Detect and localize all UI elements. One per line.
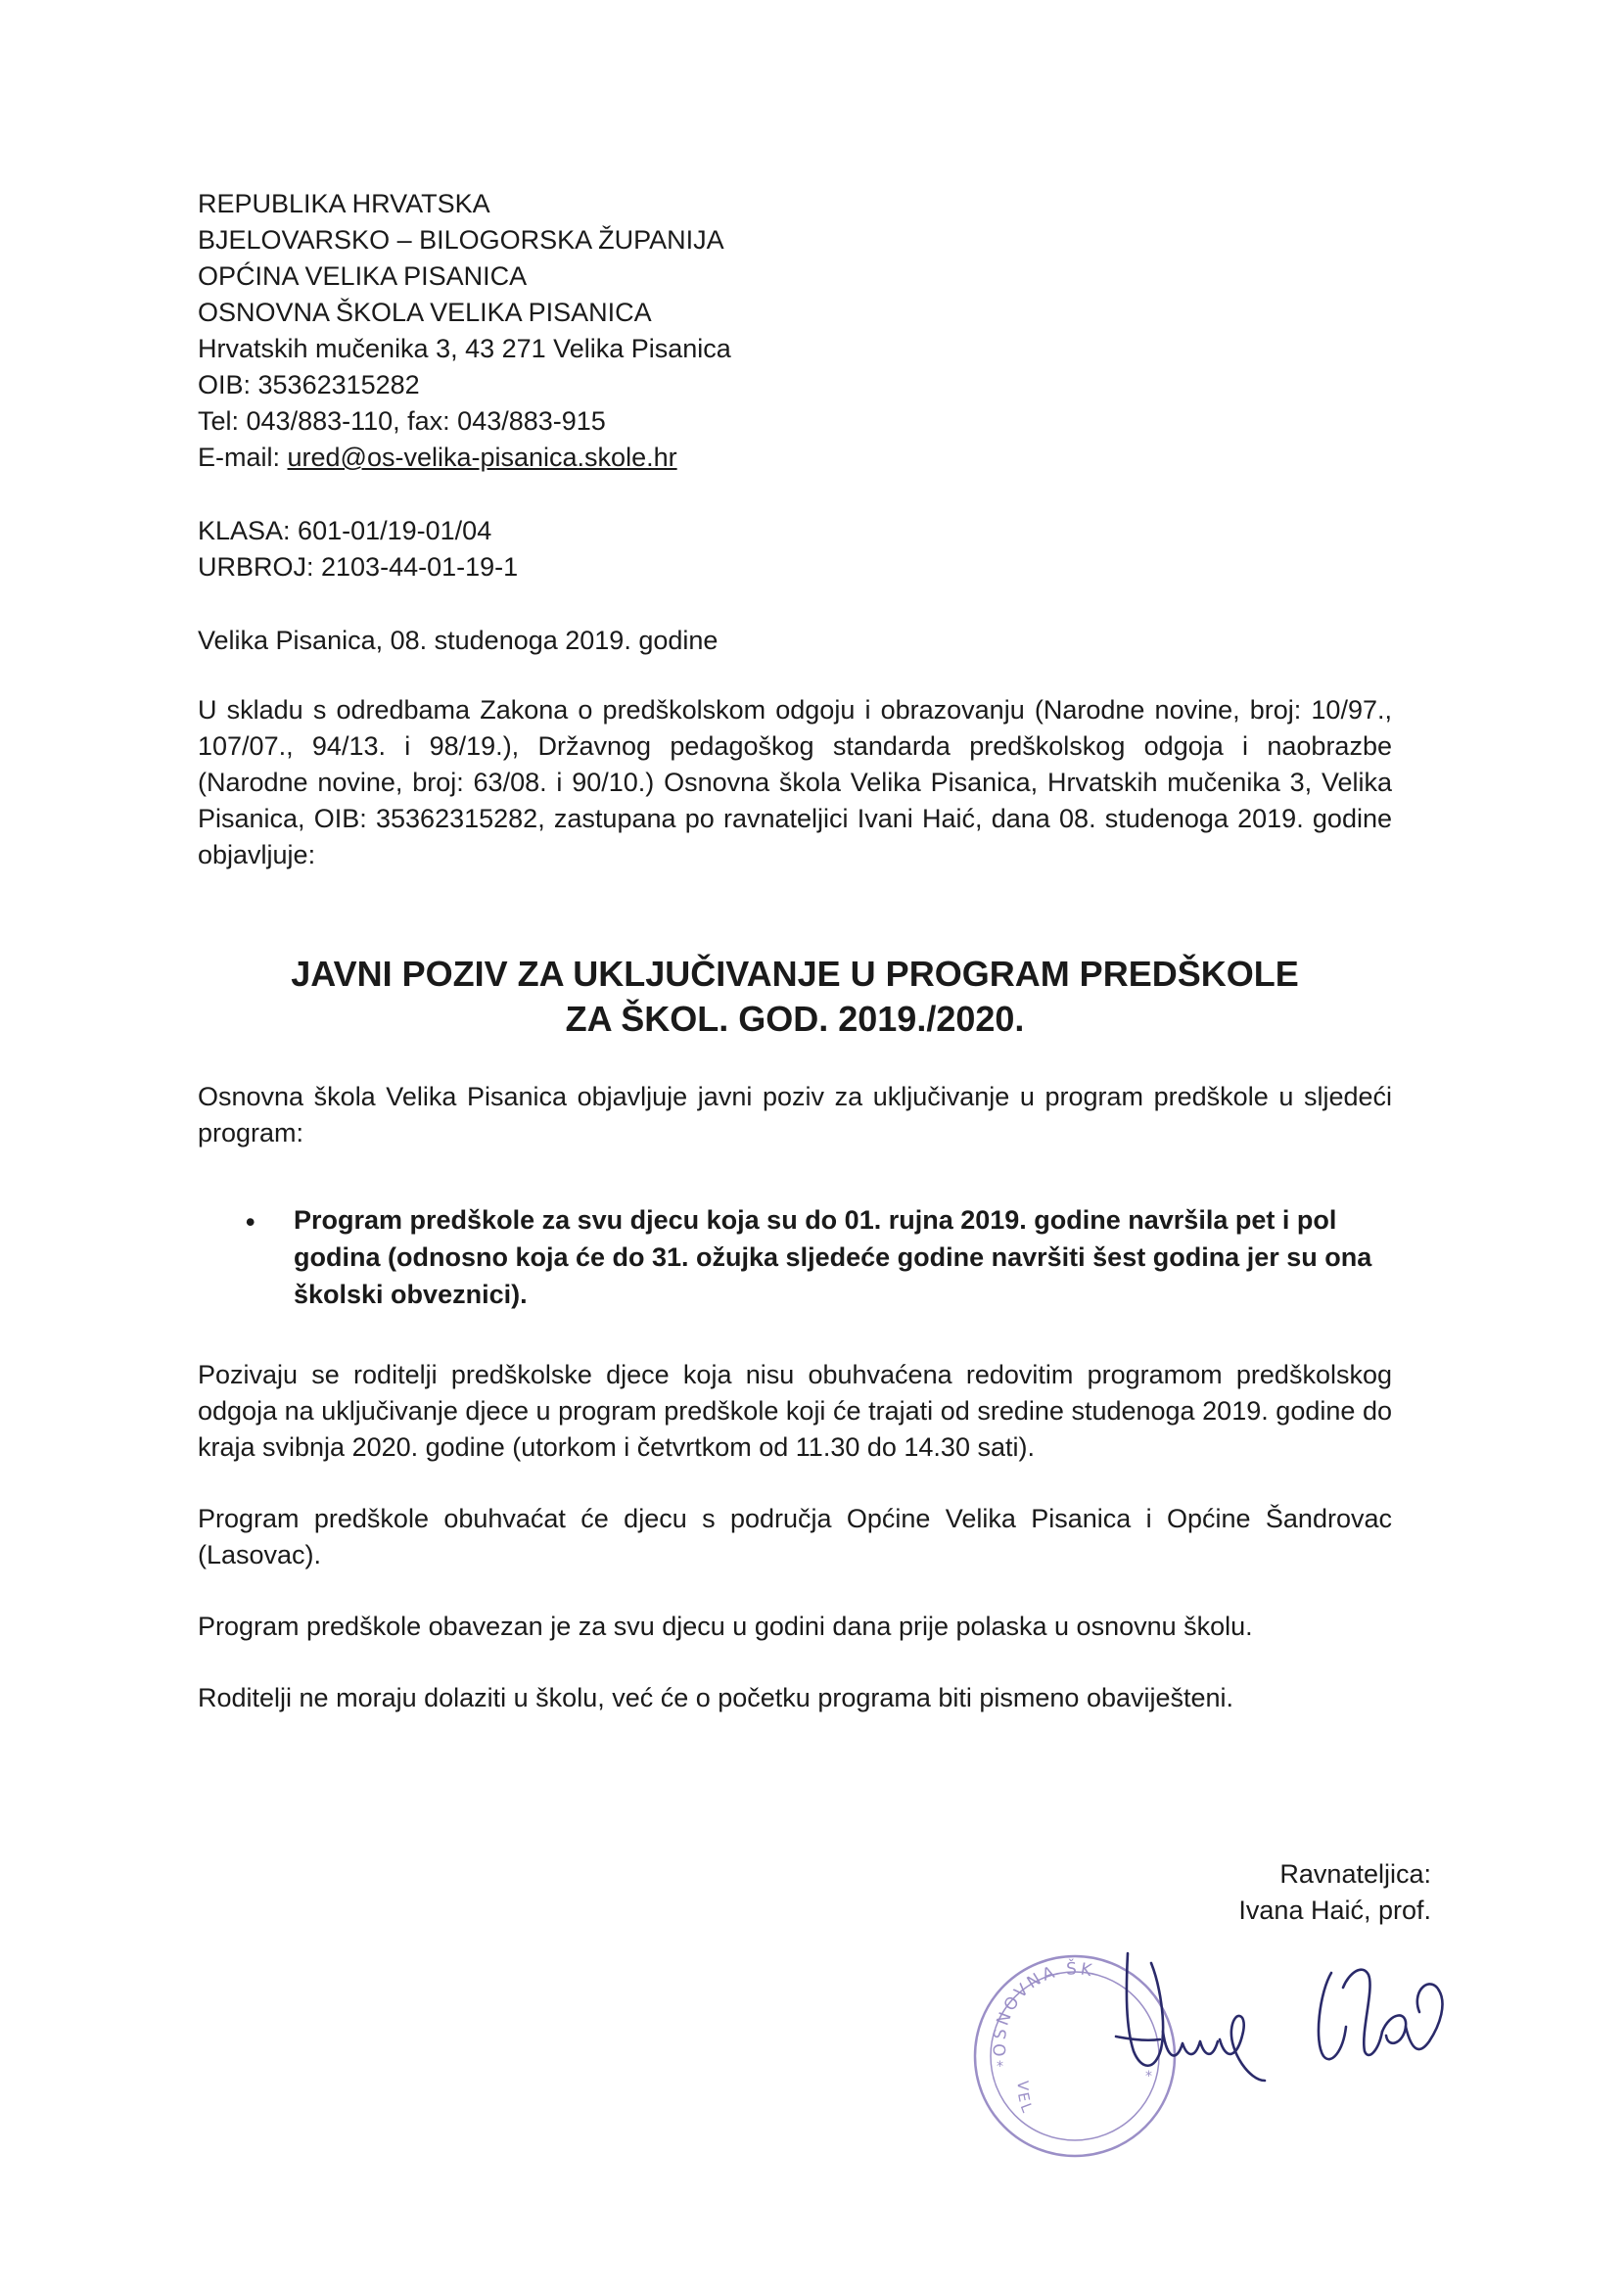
mandatory-paragraph: Program predškole obavezan je za svu djecu u godini dana prije polaska u osnovnu školu. bbox=[198, 1612, 1253, 1641]
svg-text:VEL bbox=[1014, 2081, 1038, 2118]
header-county: BJELOVARSKO – BILOGORSKA ŽUPANIJA bbox=[198, 225, 724, 255]
header-phone-fax: Tel: 043/883-110, fax: 043/883-915 bbox=[198, 406, 606, 436]
spacer bbox=[198, 1573, 1392, 1609]
reference-numbers bbox=[198, 513, 1392, 585]
call-paragraph: Osnovna škola Velika Pisanica objavljuje javni poziv za uključivanje u program predškole u sljedeći program: bbox=[198, 1082, 1392, 1147]
program-list bbox=[198, 1201, 1392, 1313]
header-oib: OIB: 35362315282 bbox=[198, 370, 420, 399]
spacer bbox=[198, 1645, 1392, 1680]
spacer bbox=[198, 585, 1392, 623]
spacer bbox=[198, 476, 1392, 513]
spacer bbox=[198, 659, 1392, 692]
spacer bbox=[198, 873, 1392, 952]
list-item bbox=[198, 1201, 1392, 1313]
parents-paragraph: Pozivaju se roditelji predškolske djece koja nisu obuhvaćena redovitim programom predškolskog odgoja na uključivanje djece u program predškole koji će trajati od sredine studenoga 2019. godine do kraja svibnja 2020. godine (utorkom i četvrtkom od 11.30 do 14.30 sati). bbox=[198, 1360, 1392, 1462]
spacer bbox=[198, 1042, 1392, 1079]
header-school-name: OSNOVNA ŠKOLA VELIKA PISANICA bbox=[198, 298, 652, 327]
spacer bbox=[198, 1151, 1392, 1201]
klasa-line: KLASA: 601-01/19-01/04 bbox=[198, 516, 492, 545]
spacer bbox=[198, 1466, 1392, 1501]
email-label: E-mail: bbox=[198, 443, 288, 472]
header-email-line bbox=[198, 440, 1392, 476]
spacer bbox=[198, 1313, 1392, 1357]
school-stamp-icon bbox=[975, 1956, 1175, 2156]
stamp-and-signature bbox=[959, 1934, 1488, 2159]
header-address: Hrvatskih mučenika 3, 43 271 Velika Pisanica bbox=[198, 334, 731, 363]
header-country: REPUBLIKA HRVATSKA bbox=[198, 189, 490, 218]
header-municipality: OPĆINA VELIKA PISANICA bbox=[198, 261, 528, 291]
urbroj-line: URBROJ: 2103-44-01-19-1 bbox=[198, 552, 519, 582]
svg-text:*: * bbox=[997, 2059, 1003, 2075]
document-body bbox=[198, 186, 1392, 1716]
title-line-1: JAVNI POZIV ZA UKLJUČIVANJE U PROGRAM PREDŠKOLE bbox=[291, 954, 1299, 994]
title-line-2: ZA ŠKOL. GOD. 2019./2020. bbox=[565, 999, 1025, 1039]
intro-paragraph: U skladu s odredbama Zakona o predškolskom odgoju i obrazovanju (Narodne novine, broj: 10/97., 107/07., 94/13. i 98/19.), Državnog pedagoškog standarda predškolskog odgoja i naobrazbe (Narodne novine, broj: 63/08. i 90/10.) Osnovna škola Velika Pisanica, Hrvatskih mučenika 3, Velika Pisanica, OIB: 35362315282, zastupana po ravnateljici Ivani Haić, dana 08. studenoga 2019. godine objavljuje: bbox=[198, 695, 1392, 869]
letterhead bbox=[198, 186, 1392, 476]
signatory-name: Ivana Haić, prof. bbox=[1238, 1896, 1431, 1925]
svg-text:*: * bbox=[1145, 2069, 1152, 2084]
signatory-role: Ravnateljica: bbox=[1279, 1859, 1431, 1889]
document-title bbox=[198, 952, 1392, 1042]
notice-paragraph: Roditelji ne moraju dolaziti u školu, već će o početku programa biti pismeno obaviješteni. bbox=[198, 1683, 1234, 1712]
email-link[interactable]: ured@os-velika-pisanica.skole.hr bbox=[287, 443, 677, 472]
date-line: Velika Pisanica, 08. studenoga 2019. godine bbox=[198, 626, 719, 655]
area-paragraph: Program predškole obuhvaćat će djecu s područja Općine Velika Pisanica i Općine Šandrovac (Lasovac). bbox=[198, 1504, 1392, 1569]
stamp-text-top: OSNOVNA ŠK bbox=[990, 1959, 1096, 2058]
bullet-icon: • bbox=[246, 1207, 255, 1237]
stamp-text-side: VEL bbox=[1013, 2080, 1038, 2118]
handwritten-signature-icon bbox=[1116, 1953, 1442, 2081]
bullet-text: Program predškole za svu djecu koja su do 01. rujna 2019. godine navršila pet i pol godina (odnosno koja će do 31. ožujka sljedeće godine navršiti šest godina jer su ona školski obveznici). bbox=[294, 1205, 1372, 1309]
signature-block bbox=[1206, 1856, 1431, 1929]
